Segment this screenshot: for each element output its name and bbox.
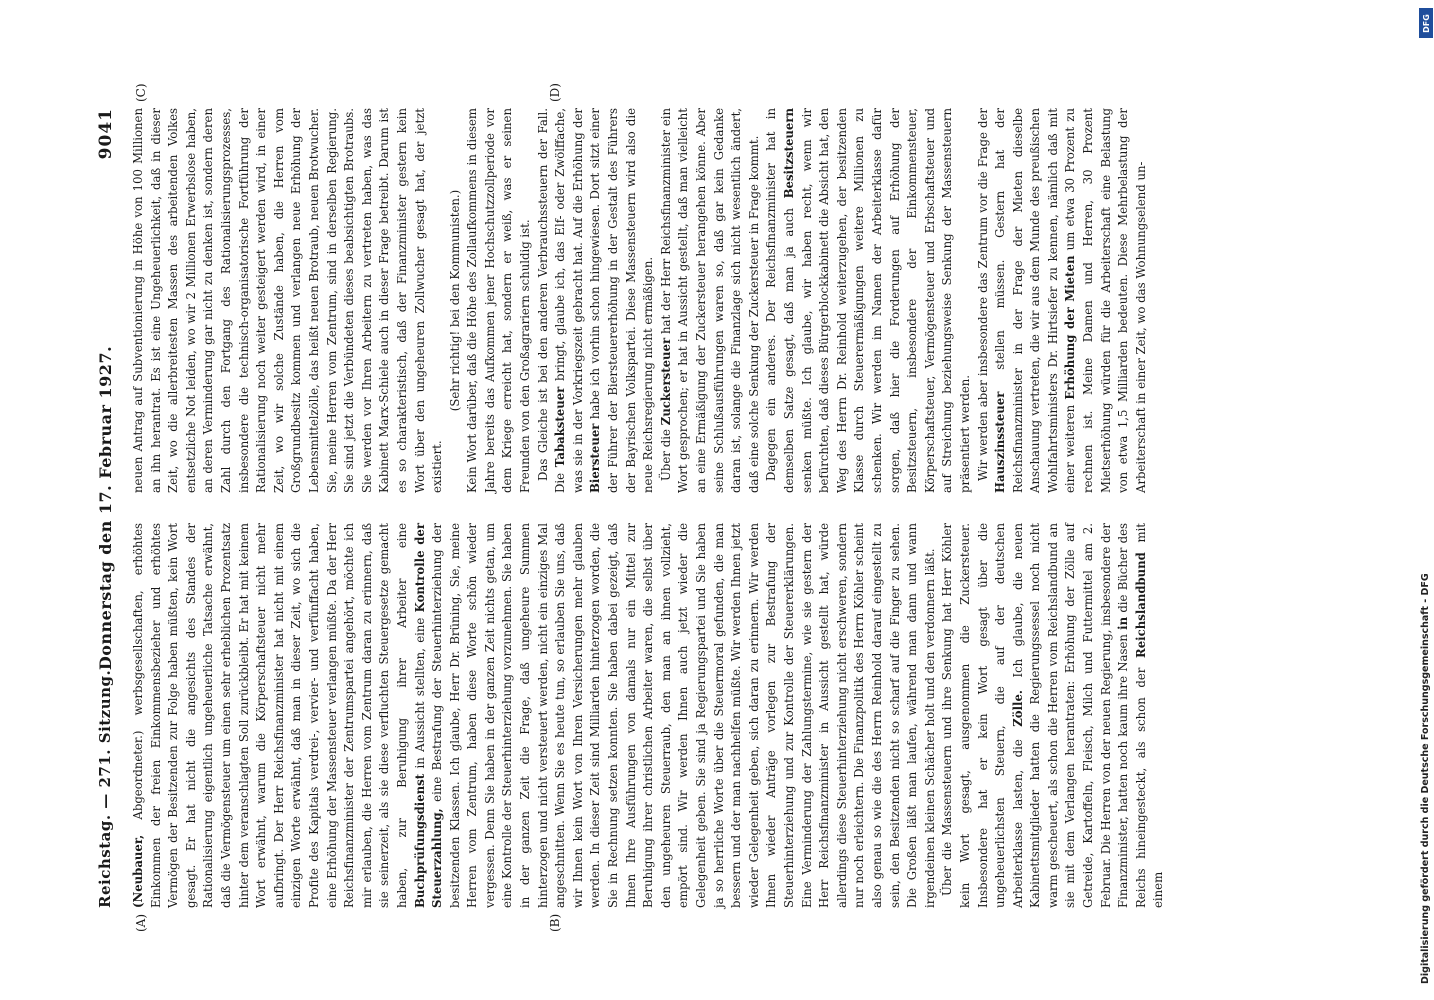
right-paragraph-4: Über die Zuckersteuer hat der Herr Reichsfinanzminister ein Wort gesprochen; er hat in Aussicht gestellt, daß man vielleicht an eine Ermäßigung der Zuckersteuer herangehen könne. Aber seine Schlußausführungen waren so, daß gar kein Gedanke daran ist, solange die Finanzlage sich nicht wesentlich ändert, daß eine solche Senkung der Zuckersteuer in Frage kommt. [658, 107, 761, 493]
right-column [130, 107, 1148, 493]
page-content [96, 83, 1296, 932]
page-header [96, 108, 122, 908]
page-number: 9041 [96, 108, 116, 160]
right-paragraph-1: neuen Antrag auf Subventionierung in Höhe von 100 Millionen an ihn herantrat. Es ist eine Ungeheuerlichkeit, daß in dieser Zeit, wo die allerbreitesten Massen des arbeitenden Volkes entsetzliche Not leiden, wo wir 2 Millionen Erwerbslose haben, an deren Verminderung gar nicht zu denken ist, sondern deren Zahl durch den Fortgang des Rationalisierungsprozesses, insbesondere die technisch-organisatorische Fortführung der Rationalisierung noch weiter gesteigert werden wird, in einer Zeit, wo wir solche Zustände haben, die Herren vom Großgrundbesitz kommen und verlangen neue Erhöhung der Lebensmittelzölle, das heißt neuen Brotraub, neuen Brotwucher. Sie, meine Herren vom Zentrum, sind in derselben Regierung. Sie sind jetzt die Verbündeten dieses beabsichtigten Brotraubs. Sie werden vor Ihren Arbeitern zu vertreten haben, was das Kabinett Marx-Schiele auch in dieser Frage betreibt. Darum ist es so charakteristisch, daß der Finanzminister gestern kein Wort über den ungeheuren Zollwucher gesagt hat, der jetzt existiert. [131, 108, 445, 493]
right-paragraph-5: Dagegen ein anderes. Der Reichsfinanzminister hat in demselben Satze gesagt, daß man ja auch Besitzsteuern senken müßte. Ich glaube, wir haben recht, wenn wir befürchten, daß dieses Bürgerblockkabinett die Absicht hat, den Weg des Herrn Dr. Reinhold weiterzugehen, der besitzenden Klasse durch Steuerermäßigungen weitere Millionen zu schenken. Wir werden im Namen der Arbeiterklasse dafür sorgen, daß hier die Forderungen auf Erhöhung der Besitzsteuern, insbesondere der Einkommensteuer, Körperschaftsteuer, Vermögensteuer und Erbschaftsteuer und auf Streichung beziehungsweise Senkung der Massensteuern präsentiert werden. [764, 108, 972, 493]
header-date: Donnerstag den 17. Februar 1927. [96, 345, 115, 671]
dfg-logo: DFG [1419, 8, 1433, 38]
margin-marker-a: (A) [134, 913, 148, 932]
left-paragraph-2: Über die Massensteuern und ihre Senkung hat Herr Köhler kein Wort gesagt, ausgenommen die Zuckersteuer. Insbesondere hat er kein Wort gesagt über die ungeheuerlichsten Steuern, die auf der deutschen Arbeiterklasse lasten, die Zölle. Ich glaube, die neuen Kabinettsmitglieder hatten die Regierungssessel noch nicht warm gescheuert, als schon die Herren vom Reichslandbund an sie mit dem Verlangen herantraten: Erhöhung der Zölle auf Getreide, Kartoffeln, Fleisch, Milch und Futtermittel am 2. Februar. Die Herren von der neuen Regierung, insbesondere der Finanzminister, hatten noch kaum ihre Nasen in die Bücher des Reichs hineingesteckt, als schon der Reichslandbund mit einem [940, 522, 1166, 908]
interjection: (Sehr richtig! bei den Kommunisten.) [447, 189, 462, 412]
margin-marker-b: (B) [548, 913, 562, 932]
left-paragraph-1: (Neubauer, Abgeordneter.) werbsgesellschaften, erhöhtes Einkommen der freien Einkommensbezieher und erhöhtes Vermögen der Besitzenden zur Folge haben müßten, kein Wort gesagt. Er hat nicht die angesichts des Standes der Rationalisierung eigentlich ungeheuerliche Tatsache erwähnt, daß die Vermögensteuer um einen sehr erheblichen Prozentsatz hinter dem veranschlagten Soll zurückbleibt. Er hat mit keinem Wort erwähnt, warum die Körperschaftsteuer nicht mehr aufbringt. Der Herr Reichsfinanzminister hat nicht mit einem einzigen Worte erwähnt, daß man in dieser Zeit, wo sich die Profite des Kapitals verdrei-, vervier- und verfünffacht haben, eine Erhöhung der Massensteuer verlangen müßte. Da der Herr Reichsfinanzminister der Zentrumspartei angehört, möchte ich mir erlauben, die Herren vom Zentrum daran zu erinnern, daß sie seinerzeit, als sie diese verfluchten Steuergesetze gemacht haben, zur Beruhigung ihrer Arbeiter eine Buchprüfungsdienst in Aussicht stellten, eine Kontrolle der Steuerzahlung, eine Bestrafung der Steuerhinterziehung der besitzenden Klassen. Ich glaube, Herr Dr. Brüning, Sie, meine Herren vom Zentrum, haben diese Worte schön wieder vergessen. Denn Sie haben in der ganzen Zeit nichts getan, um eine Kontrolle der Steuerhinterziehung vorzunehmen. Sie haben in der ganzen Zeit die Frage, daß ungeheure Summen hinterzogen und nicht versteuert werden, nicht ein einziges Mal angeschnitten. Wenn Sie es heute tun, so erlauben Sie uns, daß wir Ihnen kein Wort von Ihren Versicherungen mehr glauben werden. In dieser Zeit sind Milliarden hinterzogen worden, die Sie in Rechnung setzen konnten. Sie haben dabei gezeigt, daß Ihnen Ihre Ausführungen von damals nur ein Mittel zur Beruhigung ihrer christlichen Arbeiter waren, die selbst über den ungeheuren Steuerraub, den man an ihnen vollzieht, empört sind. Wir werden Ihnen auch jetzt wieder die Gelegenheit geben. Sie sind ja Regierungspartei und Sie haben ja so herrliche Worte über die Steuermoral gefunden, die man bessern und der man nachhelfen müßte. Wir werden Ihnen jetzt wieder Gelegenheit geben, sich daran zu erinnern. Wir werden Ihnen wieder Anträge vorlegen zur Bestrafung der Steuerhinterziehung und zur Kontrolle der Steuererklärungen. Eine Verminderung der Zahlungstermine, wie sie gestern der Herr Reichsfinanzminister in Aussicht gestellt hat, würde allerdings diese Steuerhinterziehung nicht erschweren, sondern nur noch erleichtern. Die Finanzpolitik des Herrn Köhler scheint also genau so wie die des Herrn Reinhold darauf eingestellt zu sein, den Besitzenden nicht so scharf auf die Finger zu sehen. Die Großen läßt man laufen, während man dann und wann irgendeinen kleinen Schächer holt und den verdonnern läßt. [131, 522, 937, 908]
header-left: Reichstag. — 271. Sitzung. [96, 669, 114, 908]
margin-marker-d: (D) [548, 83, 562, 102]
right-paragraph-3: Das Gleiche ist bei den anderen Verbrauchssteuern der Fall. Die Tabaksteuer bringt, glaube ich, das Elf- oder Zwölffache, was sie in der Vorkriegszeit gebracht hat. Auf die Erhöhung der Biersteuer habe ich vorhin schon hingewiesen. Dort sitzt einer der Führer der Biersteuererhöhung in der Gestalt des Führers der Bayrischen Volkspartei. Diese Massensteuern wird also die neue Reichsregierung nicht ermäßigen. [535, 108, 656, 493]
right-paragraph-2: Kein Wort darüber, daß die Höhe des Zollaufkommens in diesem Jahre bereits das Aufkommen jener Hochschutzzollperiode vor dem Kriege erreicht hat, sondern er weiß, was er seinen Freunden von den Großagrariern schuldig ist. [465, 108, 533, 493]
right-paragraph-6: Wir werden aber insbesondere das Zentrum vor die Frage der Hauszinssteuer stellen müssen. Gestern hat der Reichsfinanzminister in der Frage der Mieten dieselbe Anschauung vertreten, die wir aus dem Munde des preußischen Wohlfahrtsministers Dr. Hirtsiefer zu kennen, nämlich daß mit einer weiteren Erhöhung der Mieten um etwa 30 Prozent zu rechnen ist. Meine Damen und Herren, 30 Prozent Mietserhöhung würden für die Arbeiterschaft eine Belastung von etwa 1,5 Milliarden bedeuten. Diese Mehrbelastung der Arbeiterschaft in einer Zeit, wo das Wohnungselend un- [975, 107, 1148, 493]
funding-notice: Digitalisierung gefördert durch die Deutsche Forschungsgemeinschaft - DFG [1420, 573, 1431, 984]
margin-marker-c: (C) [134, 83, 148, 102]
speaker-role: Abgeordneter.) [131, 730, 145, 820]
speaker-name: (Neubauer, [131, 834, 145, 908]
left-column [130, 522, 1166, 908]
